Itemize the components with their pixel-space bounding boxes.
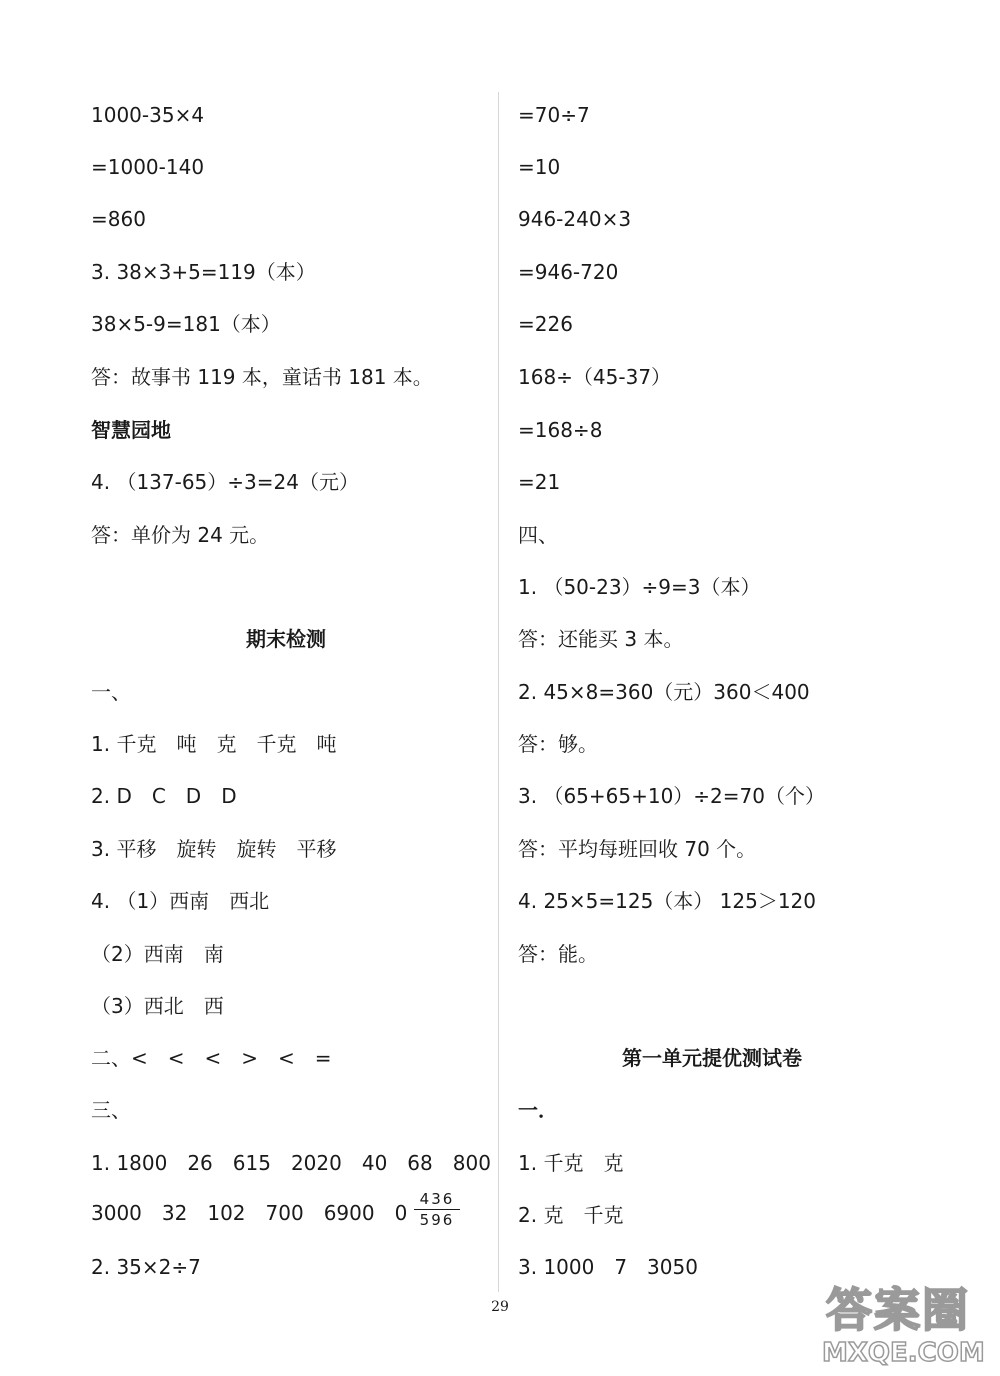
text-line: 1. 千克 吨 克 千克 吨: [91, 732, 337, 756]
text-line: 一．: [518, 1098, 558, 1122]
text-line: 1000-35×4: [91, 103, 205, 127]
text-line: （3）西北 西: [91, 994, 224, 1018]
text-line: 2. 45×8=360（元）360＜400: [518, 680, 810, 704]
text-line: 3. 1000 7 3050: [518, 1255, 698, 1279]
answer-line: 答：故事书 119 本，童话书 181 本。: [91, 365, 433, 389]
text-line: 三、: [91, 1098, 131, 1122]
column-divider: [498, 92, 499, 1292]
text-line: 3. 平移 旋转 旋转 平移: [91, 837, 337, 861]
answer-line: 答：还能买 3 本。: [518, 627, 684, 651]
text-line: =1000-140: [91, 155, 205, 179]
text-line: 二、< < < > < =: [91, 1046, 332, 1070]
watermark-text: 答案圈: [826, 1283, 970, 1337]
section-heading-qimo: 期末检测: [246, 627, 326, 651]
text-line: 946-240×3: [518, 207, 632, 231]
text-line: 3000 32 102 700 6900 0: [91, 1201, 408, 1225]
answer-line: 答：能。: [518, 942, 598, 966]
text-line: 3. 38×3+5=119（本）: [91, 260, 316, 284]
fraction-denominator: 596: [419, 1211, 455, 1229]
section-heading-unit1: 第一单元提优测试卷: [622, 1046, 802, 1070]
text-line: 4. （1）西南 西北: [91, 889, 270, 913]
answer-line: 答：单价为 24 元。: [91, 523, 270, 547]
text-line: =226: [518, 312, 573, 336]
text-line: 一、: [91, 680, 131, 704]
text-line: 1. 千克 克: [518, 1151, 624, 1175]
text-line: 2. D C D D: [91, 784, 237, 808]
text-line: 1. 1800 26 615 2020 40 68 800: [91, 1151, 491, 1175]
text-line: =21: [518, 470, 561, 494]
text-line: =168÷8: [518, 418, 603, 442]
watermark-logo: [822, 1282, 994, 1372]
text-line: 4. （137-65）÷3=24（元）: [91, 470, 359, 494]
fraction-numerator: 436: [414, 1190, 460, 1210]
text-line: 2. 克 千克: [518, 1203, 624, 1227]
text-line: 3. （65+65+10）÷2=70（个）: [518, 784, 825, 808]
text-line: 2. 35×2÷7: [91, 1255, 201, 1279]
answer-line: 答：够。: [518, 732, 598, 756]
text-line: 1. （50-23）÷9=3（本）: [518, 575, 761, 599]
watermark-url: MXQE.COM: [822, 1338, 985, 1368]
text-line: =70÷7: [518, 103, 590, 127]
text-line: 四、: [518, 523, 558, 547]
text-line: 168÷（45-37）: [518, 365, 672, 389]
page-number: 29: [491, 1299, 509, 1315]
text-line: 4. 25×5=125（本） 125＞120: [518, 889, 817, 913]
text-line: =860: [91, 207, 146, 231]
text-line: =946-720: [518, 260, 619, 284]
answer-line: 答：平均每班回收 70 个。: [518, 837, 757, 861]
fraction: [414, 1190, 460, 1229]
text-line: 38×5-9=181（本）: [91, 312, 281, 336]
text-line: =10: [518, 155, 561, 179]
section-heading-zhihui: 智慧园地: [91, 418, 171, 442]
text-line: （2）西南 南: [91, 942, 224, 966]
